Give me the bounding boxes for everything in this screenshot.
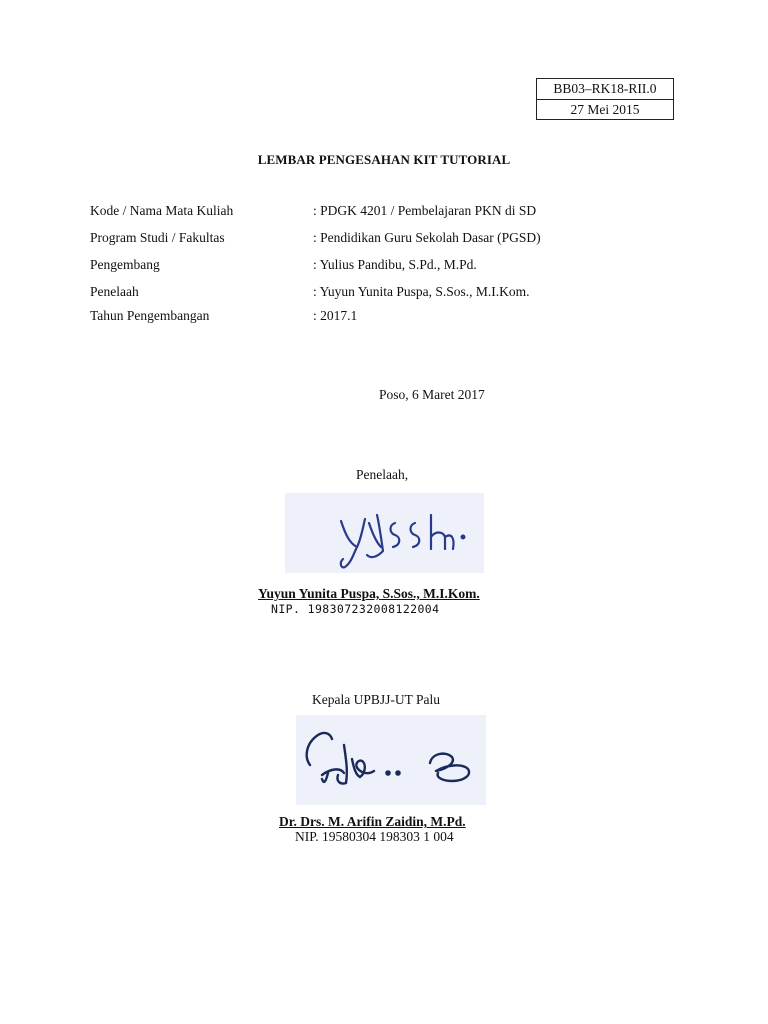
document-date: 27 Mei 2015 [570, 102, 640, 117]
field-value-program: : Pendidikan Guru Sekolah Dasar (PGSD) [313, 230, 541, 245]
field-value-course: : PDGK 4201 / Pembelajaran PKN di SD [313, 203, 537, 218]
reviewer-signature-stroke [285, 493, 484, 573]
head-name: Dr. Drs. M. Arifin Zaidin, M.Pd. [279, 814, 466, 829]
head-role: Kepala UPBJJ-UT Palu [312, 692, 440, 707]
reviewer-signature [285, 493, 484, 573]
field-value-developer: : Yulius Pandibu, S.Pd., M.Pd. [313, 257, 477, 272]
head-signature [296, 715, 486, 805]
field-value-reviewer: : Yuyun Yunita Puspa, S.Sos., M.I.Kom. [313, 284, 530, 299]
reviewer-nip: NIP. 198307232008122004 [271, 602, 440, 616]
reviewer-role: Penelaah, [356, 467, 409, 482]
document-code-box [536, 78, 674, 120]
head-nip: NIP. 19580304 198303 1 004 [295, 829, 454, 844]
head-signature-stroke [296, 715, 486, 805]
field-label-program: Program Studi / Fakultas [90, 230, 225, 245]
field-label-year: Tahun Pengembangan [90, 308, 210, 323]
field-label-developer: Pengembang [90, 257, 160, 272]
document-code: BB03–RK18-RII.0 [537, 79, 673, 100]
field-value-year: : 2017.1 [313, 308, 358, 323]
place-date: Poso, 6 Maret 2017 [379, 387, 485, 402]
document-title: LEMBAR PENGESAHAN KIT TUTORIAL [257, 152, 511, 167]
field-label-course: Kode / Nama Mata Kuliah [90, 203, 234, 218]
reviewer-name: Yuyun Yunita Puspa, S.Sos., M.I.Kom. [258, 586, 480, 601]
field-label-reviewer: Penelaah [90, 284, 139, 299]
